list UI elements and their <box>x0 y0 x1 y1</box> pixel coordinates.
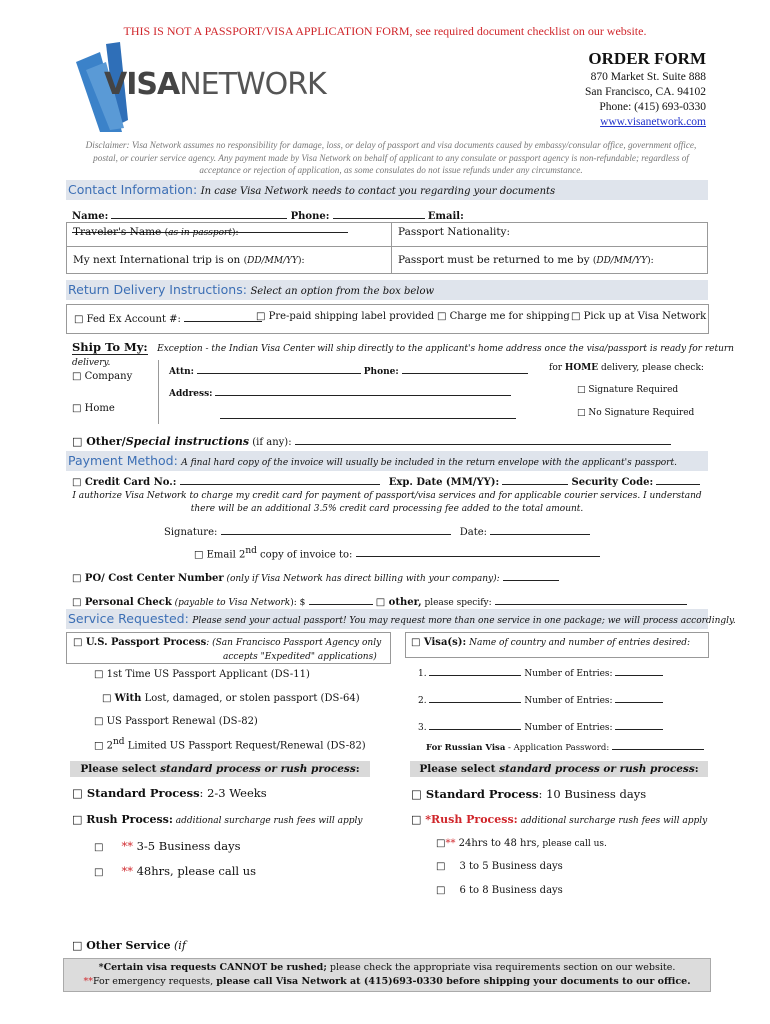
phone-label: Phone: <box>290 211 330 222</box>
ship-to-label: Ship To My: <box>72 340 148 354</box>
ship-exception: Exception - the Indian Visa Center will ship directly to the applicant's home address once the visa/passport is ready for return delivery. <box>72 344 734 368</box>
signature-required-option[interactable]: □ Signature Required <box>577 385 679 395</box>
footer-notice: *Certain visa requests CANNOT be rushed; please check the appropriate visa requirements section on our website. **For emergency requests, please call Visa Network at (415)693-0330 before shipping your documents to our office. <box>63 958 711 992</box>
visa-entries-1[interactable] <box>615 665 663 676</box>
email-invoice-field[interactable] <box>356 546 600 557</box>
us-passport-note: accepts "Expedited" applications) <box>223 652 377 662</box>
website-link[interactable]: www.visanetwork.com <box>600 116 706 128</box>
date-field[interactable] <box>490 524 590 535</box>
service-heading: Service Requested: <box>68 611 189 626</box>
us-rush-option[interactable]: □ Rush Process: additional surcharge rush fees will apply <box>72 813 363 826</box>
us-passport-option[interactable]: □ U.S. Passport Process: (San Francisco Passport Agency only <box>73 637 382 648</box>
us-limited-option[interactable]: □ 2nd Limited US Passport Request/Renewal (DS-82) <box>94 737 366 752</box>
us-first-time-option[interactable]: □ 1st Time US Passport Applicant (DS-11) <box>94 669 310 680</box>
home-delivery-note: for HOME delivery, please check: <box>549 363 704 373</box>
ship-phone-field[interactable] <box>402 363 528 374</box>
visa-network-logo <box>70 40 330 135</box>
po-field[interactable] <box>503 570 559 581</box>
visa-rush-option[interactable]: □ *Rush Process: additional surcharge rush fees will apply <box>411 813 708 826</box>
payment-subheading: A final hard copy of the invoice will usually be included in the return envelope with the applicant's passport. <box>181 458 677 468</box>
visa-rush-3-5-option[interactable]: □ 3 to 5 Business days <box>436 861 563 872</box>
us-renewal-option[interactable]: □ US Passport Renewal (DS-82) <box>94 716 258 727</box>
ship-company-option[interactable]: □ Company <box>72 371 133 382</box>
visa-entries-2[interactable] <box>615 692 663 703</box>
traveler-label: Traveler's Name <box>73 226 162 238</box>
payment-heading: Payment Method: <box>68 453 178 468</box>
personal-check-option[interactable]: □ Personal Check <box>72 597 172 608</box>
pickup-option[interactable]: □ Pick up at Visa Network <box>571 311 707 322</box>
russian-password-field[interactable] <box>612 739 704 750</box>
credit-card-row <box>72 474 700 488</box>
fedex-option[interactable] <box>74 311 262 325</box>
us-standard-option[interactable]: □ Standard Process: 2-3 Weeks <box>72 786 267 800</box>
credit-card-field[interactable] <box>180 474 380 485</box>
po-row: □ PO/ Cost Center Number (only if Visa Network has direct billing with your company): <box>72 570 559 584</box>
visa-country-1[interactable] <box>429 665 521 676</box>
po-option[interactable]: □ PO/ Cost Center Number <box>72 573 224 584</box>
attn-field[interactable] <box>197 363 361 374</box>
other-service-option[interactable]: □ Other Service (if <box>72 939 186 952</box>
other-instructions-field[interactable] <box>295 434 671 445</box>
ship-phone-label: Phone: <box>363 367 399 377</box>
company-address <box>585 70 706 130</box>
ship-address-field2[interactable] <box>220 408 516 419</box>
visa-row-2: 2. Number of Entries: <box>418 692 663 706</box>
us-lost-passport-option[interactable]: □ With Lost, damaged, or stolen passport (DS-64) <box>102 693 360 704</box>
visa-select-process-bar: Please select standard process or rush process: <box>410 761 708 777</box>
address-line2: San Francisco, CA. 94102 <box>584 86 706 98</box>
return-label: Passport must be returned to me by <box>398 254 590 266</box>
visa-rush-6-8-option[interactable]: □ 6 to 8 Business days <box>436 885 563 896</box>
contact-section-bar <box>66 180 708 200</box>
address-line1: 870 Market St. Suite 888 <box>590 71 706 83</box>
top-notice: THIS IS NOT A PASSPORT/VISA APPLICATION FORM, see required document checklist on our website. <box>123 24 647 38</box>
visa-standard-option[interactable]: □ Standard Process: 10 Business days <box>411 787 647 801</box>
email-invoice-row: □ Email 2nd copy of invoice to: <box>194 546 600 560</box>
special-instructions-label: Special instructions <box>125 435 250 448</box>
visa-row-1: 1. Number of Entries: <box>418 665 663 679</box>
date-label: Date: <box>459 527 488 538</box>
traveler-name-cell[interactable]: Traveler's Name (as in passport): <box>66 222 392 247</box>
contact-subheading: In case Visa Network needs to contact you regarding your documents <box>200 186 556 197</box>
visa-country-3[interactable] <box>429 719 521 730</box>
service-section-bar <box>66 609 736 629</box>
if-any-label: (if any): <box>249 437 295 448</box>
credit-card-label[interactable]: □ Credit Card No.: <box>72 477 177 488</box>
contact-heading: Contact Information: <box>68 182 198 197</box>
charge-shipping-option[interactable]: □ Charge me for shipping <box>437 311 570 322</box>
other-instructions-label: □ Other/ <box>72 435 126 448</box>
address-row <box>169 385 511 399</box>
exp-date-field[interactable] <box>502 474 568 485</box>
trip-date-cell[interactable]: My next International trip is on (DD/MM/YY): <box>66 246 392 274</box>
signature-field[interactable] <box>221 524 451 535</box>
other-instructions-row <box>72 434 671 448</box>
logo-word-visa: VISA <box>104 67 180 102</box>
trip-label: My next International trip is on <box>73 254 241 266</box>
name-label: Name: <box>72 211 109 222</box>
email-label: Email: <box>427 211 464 222</box>
russian-visa-row: For Russian Visa - Application Password: <box>426 739 704 753</box>
email-invoice-option[interactable]: □ Email 2 <box>194 549 246 561</box>
return-section-bar <box>66 280 708 300</box>
return-heading: Return Delivery Instructions: <box>68 282 247 297</box>
payment-section-bar <box>66 451 708 471</box>
fedex-label: □ Fed Ex Account #: <box>74 314 181 325</box>
other-payment-option[interactable]: □ other, <box>375 597 422 608</box>
phone-field[interactable] <box>333 208 425 219</box>
fedex-field[interactable] <box>184 311 262 322</box>
attn-row <box>169 363 528 377</box>
security-code-label: Security Code: <box>571 477 654 488</box>
return-subheading: Select an option from the box below <box>250 286 435 297</box>
visa-row-3: 3. Number of Entries: <box>418 719 663 733</box>
security-code-field[interactable] <box>656 474 700 485</box>
ship-divider <box>158 360 159 424</box>
return-format: DD/MM/YY <box>596 256 648 266</box>
visa-option[interactable]: □ Visa(s): Name of country and number of entries desired: <box>411 637 691 648</box>
nationality-label: Passport Nationality: <box>398 226 511 238</box>
nationality-cell[interactable] <box>391 222 708 247</box>
us-select-process-bar: Please select standard process or rush process: <box>70 761 370 777</box>
form-title: ORDER FORM <box>588 49 706 68</box>
signature-label: Signature: <box>164 527 218 538</box>
other-payment-field[interactable] <box>495 594 687 605</box>
return-date-cell[interactable]: Passport must be returned to me by (DD/MM/YY): <box>391 246 708 274</box>
ship-home-option[interactable]: □ Home <box>72 403 115 414</box>
check-amount-field[interactable] <box>309 594 373 605</box>
us-rush-48hrs-option[interactable]: □ ** 48hrs, please call us <box>94 864 257 878</box>
signature-row <box>164 524 590 538</box>
exp-date-label: Exp. Date (MM/YY): <box>388 477 500 488</box>
visa-rush-24-48-option[interactable]: □** 24hrs to 48 hrs, please call us. <box>436 838 607 849</box>
logo-word-network: NETWORK <box>179 67 326 102</box>
card-authorization: I authorize Visa Network to charge my credit card for payment of passport/visa services and for applicable courier services. I understand there will be an additional 3.5% credit card processing fee added to the total amount. <box>72 491 702 514</box>
ship-address-label: Address: <box>169 389 213 399</box>
name-field[interactable] <box>111 208 287 219</box>
attn-label: Attn: <box>169 367 195 377</box>
prepaid-label-option[interactable]: □ Pre-paid shipping label provided <box>256 311 434 322</box>
visa-entries-3[interactable] <box>615 719 663 730</box>
service-subheading: Please send your actual passport! You may request more than one service in one package; we will process accordingly. <box>192 616 736 626</box>
personal-check-row: □ Personal Check (payable to Visa Network): $ □ other, please specify: <box>72 594 687 608</box>
ship-address-field[interactable] <box>215 385 511 396</box>
disclaimer: Disclaimer: Visa Network assumes no responsibility for damage, loss, or delay of passport and visa documents caused by embassy/consular office, government office, postal, or courier service agency. Any payment made by Visa Network on behalf of applicant to any consulate or passport agency is non-refundable; regardless of acceptance or rejection of application, as some consulates do not issue refunds under any circumstance. <box>85 140 697 175</box>
traveler-note: as in passport <box>168 228 232 238</box>
no-signature-option[interactable]: □ No Signature Required <box>577 408 695 418</box>
address-row2 <box>220 408 516 422</box>
visa-country-2[interactable] <box>429 692 521 703</box>
trip-format: DD/MM/YY <box>247 256 298 266</box>
us-rush-3-5-option[interactable]: □ ** 3-5 Business days <box>94 839 241 853</box>
address-phone: Phone: (415) 693-0330 <box>599 101 706 113</box>
